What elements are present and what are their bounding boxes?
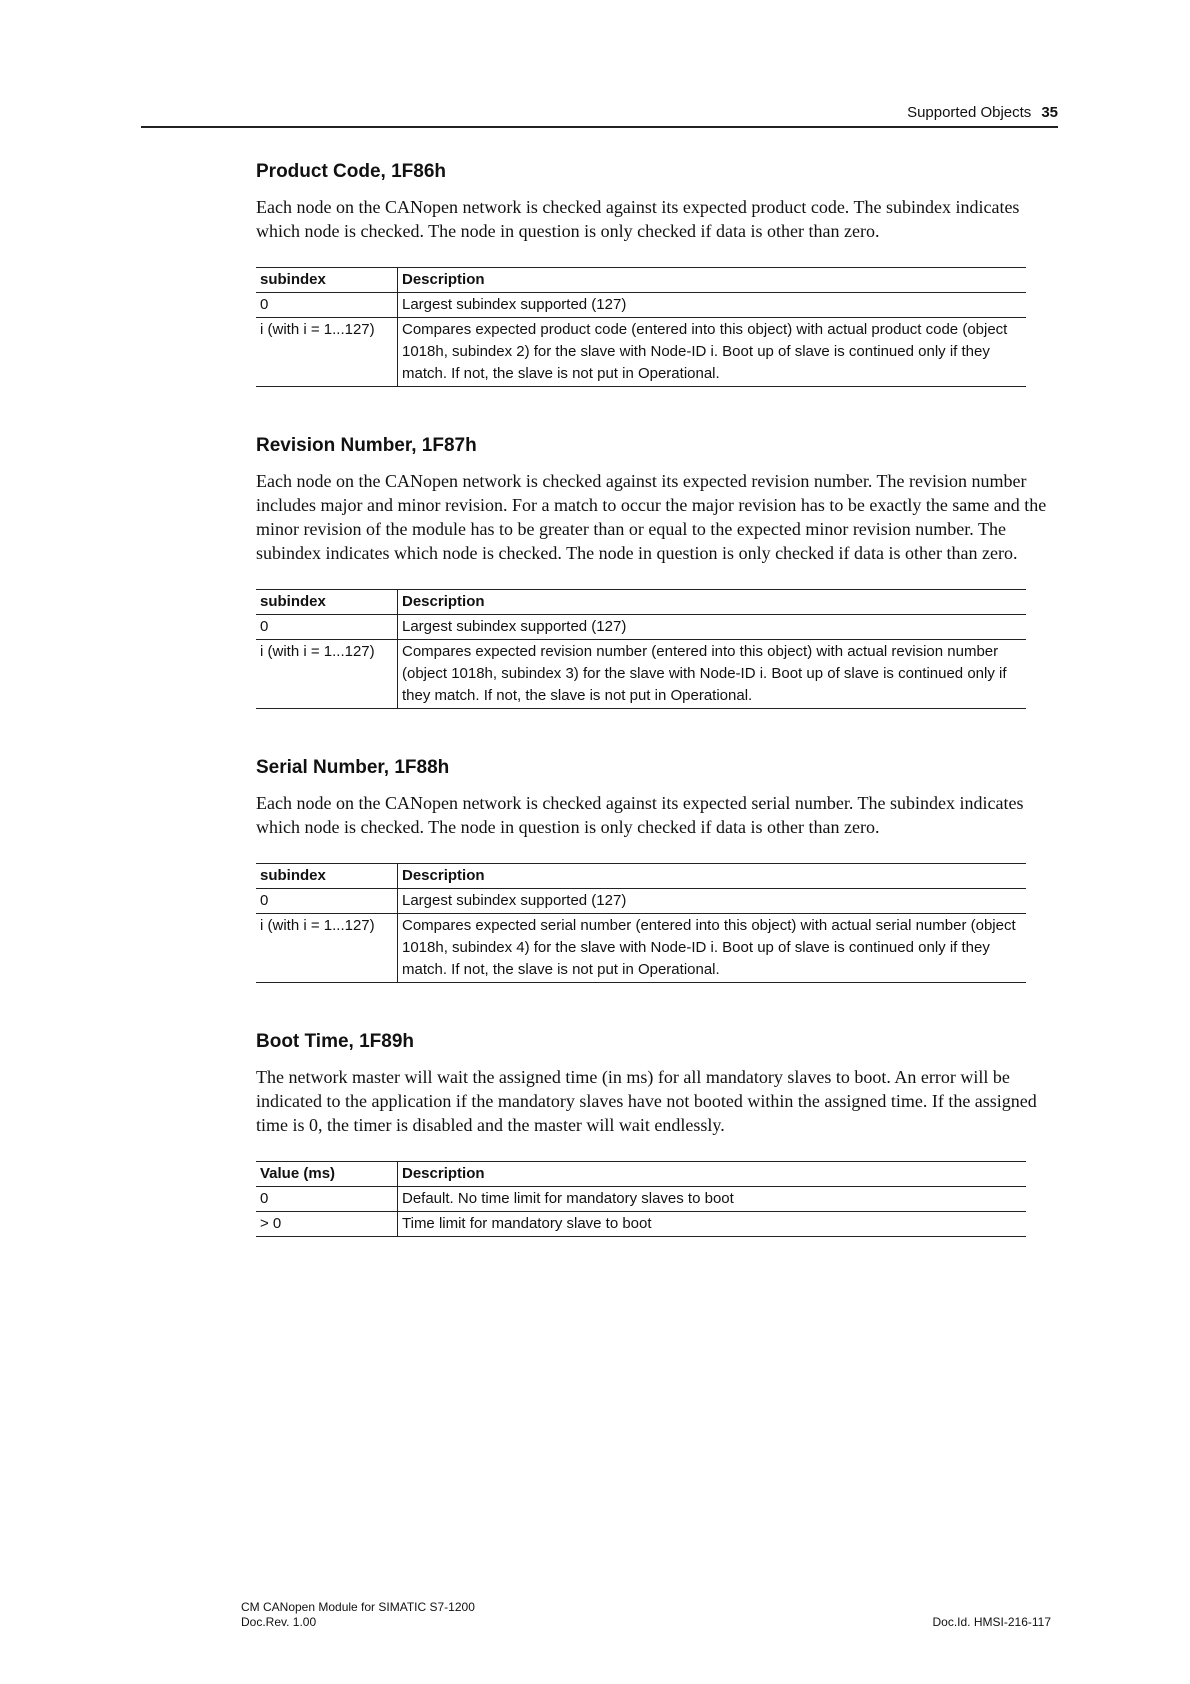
table-cell: Compares expected serial number (entered into this object) with actual serial number (object 1018h, subindex 4) for the slave with Node-ID i. Boot up of slave is continued only if they match. If not, the slave is not put in Operational. (398, 914, 1027, 983)
table-row (256, 1212, 1026, 1237)
page-content (256, 160, 1056, 1284)
footer-right (933, 1615, 1052, 1630)
table-cell: Default. No time limit for mandatory slaves to boot (398, 1187, 1027, 1212)
section-product-code (256, 160, 1056, 387)
subindex-table (256, 589, 1026, 709)
subindex-table (256, 863, 1026, 983)
column-header: Value (ms) (256, 1162, 398, 1187)
value-table (256, 1161, 1026, 1237)
table-cell: 0 (256, 1187, 398, 1212)
section-text: Each node on the CANopen network is checked against its expected product code. The subindex indicates which node is checked. The node in question is only checked if data is other than zero. (256, 197, 1020, 241)
table-header-row (256, 1162, 1026, 1187)
section-title: Revision Number, 1F87h (256, 435, 477, 456)
column-header: Description (398, 1162, 1027, 1187)
table-row (256, 1187, 1026, 1212)
section-serial-number (256, 756, 1056, 983)
section-title: Serial Number, 1F88h (256, 757, 450, 778)
footer-doc-id: Doc.Id. HMSI-216-117 (932, 1615, 1051, 1629)
table-row (256, 914, 1026, 983)
column-header: Description (398, 590, 1027, 615)
table-cell: Largest subindex supported (127) (398, 293, 1027, 318)
column-header: subindex (256, 268, 398, 293)
table-row (256, 889, 1026, 914)
section-title: Boot Time, 1F89h (256, 1031, 415, 1052)
table-cell: 0 (256, 293, 398, 318)
subindex-table (256, 267, 1026, 387)
table-row (256, 318, 1026, 387)
header-section-name: Supported Objects (907, 104, 1032, 121)
page-header (141, 100, 1058, 128)
table-cell: i (with i = 1...127) (256, 318, 398, 387)
footer-doc-rev: Doc.Rev. 1.00 (241, 1615, 317, 1629)
table-header-row (256, 268, 1026, 293)
footer-left (241, 1600, 475, 1630)
table-cell: i (with i = 1...127) (256, 914, 398, 983)
column-header: Description (398, 864, 1027, 889)
table-row (256, 293, 1026, 318)
footer-product: CM CANopen Module for SIMATIC S7-1200 (241, 1600, 475, 1614)
table-cell: 0 (256, 615, 398, 640)
column-header: Description (398, 268, 1027, 293)
column-header: subindex (256, 864, 398, 889)
table-row (256, 640, 1026, 709)
table-cell: Largest subindex supported (127) (398, 889, 1027, 914)
section-boot-time (256, 1030, 1056, 1237)
table-cell: 0 (256, 889, 398, 914)
table-cell: i (with i = 1...127) (256, 640, 398, 709)
table-cell: Largest subindex supported (127) (398, 615, 1027, 640)
table-header-row (256, 864, 1026, 889)
section-text: The network master will wait the assigned time (in ms) for all mandatory slaves to boot. An error will be indicated to the application if the mandatory slaves have not booted within the assigned time. If the assigned time is 0, the timer is disabled and the master will wait endlessly. (256, 1067, 1037, 1135)
section-text: Each node on the CANopen network is checked against its expected revision number. The revision number includes major and minor revision. For a match to occur the major revision has to be exactly the same and the minor revision of the module has to be greater than or equal to the expected minor revision number. The subindex indicates which node is checked. The node in question is only checked if data is other than zero. (256, 471, 1047, 563)
table-cell: Compares expected product code (entered into this object) with actual product code (object 1018h, subindex 2) for the slave with Node-ID i. Boot up of slave is continued only if they match. If not, the slave is not put in Operational. (398, 318, 1027, 387)
table-cell: > 0 (256, 1212, 398, 1237)
column-header: subindex (256, 590, 398, 615)
table-cell: Compares expected revision number (entered into this object) with actual revision number (object 1018h, subindex 3) for the slave with Node-ID i. Boot up of slave is continued only if they match. If not, the slave is not put in Operational. (398, 640, 1027, 709)
section-text: Each node on the CANopen network is checked against its expected serial number. The subindex indicates which node is checked. The node in question is only checked if data is other than zero. (256, 793, 1024, 837)
page-number: 35 (1041, 104, 1058, 121)
table-header-row (256, 590, 1026, 615)
section-title: Product Code, 1F86h (256, 161, 447, 182)
section-revision-number (256, 434, 1056, 709)
table-cell: Time limit for mandatory slave to boot (398, 1212, 1027, 1237)
table-row (256, 615, 1026, 640)
